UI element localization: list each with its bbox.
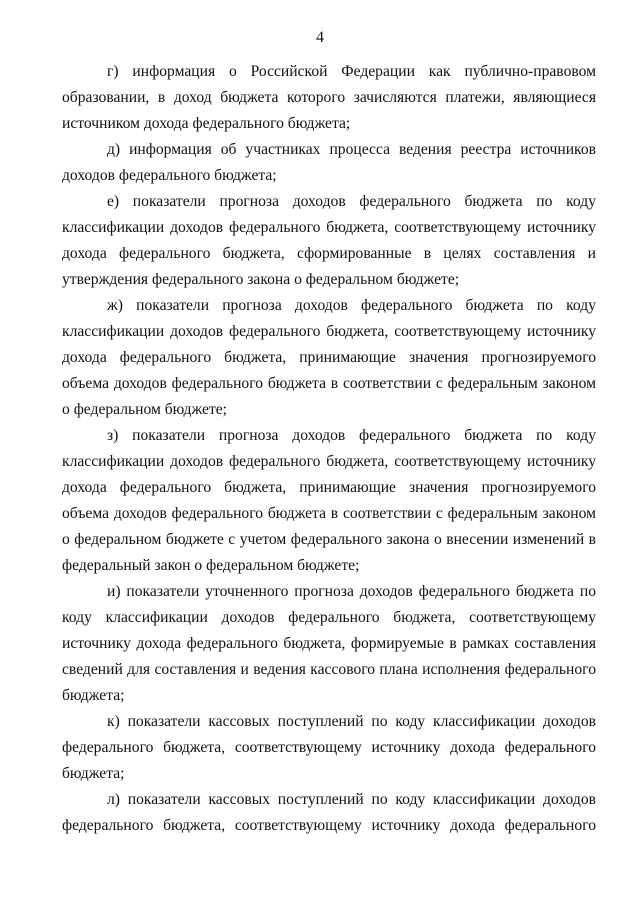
paragraph-g: г) информация о Российской Федерации как публично-правовом образовании, в доход бюджета которого зачисляются платежи, являющиеся источником дохода федерального бюджета; [62, 63, 596, 132]
page-number: 4 [316, 29, 324, 46]
paragraph-e: е) показатели прогноза доходов федерального бюджета по коду классификации доходов федерального бюджета, соответствующему источнику дохода федерального бюджета, сформированные в целях составления и утверждения федерального закона о федеральном бюджете; [62, 193, 596, 288]
paragraph-i: и) показатели уточненного прогноза доходов федерального бюджета по коду классификации доходов федерального бюджета, соответствующему источнику дохода федерального бюджета, формируемые в рамках составления сведений для составления и ведения кассового плана исполнения федерального бюджета; [62, 583, 596, 704]
paragraph-d: д) информация об участниках процесса ведения реестра источников доходов федерального бюджета; [62, 141, 596, 184]
document-body [62, 59, 596, 839]
paragraph-z: з) показатели прогноза доходов федерального бюджета по коду классификации доходов федерального бюджета, соответствующему источнику дохода федерального бюджета, принимающие значения прогнозируемого объема доходов федерального бюджета в соответствии с федеральным законом о федеральном бюджете с учетом федерального закона о внесении изменений в федеральный закон о федеральном бюджете; [62, 427, 596, 574]
paragraph-l: л) показатели кассовых поступлений по коду классификации доходов федерального бюджета, соответствующему источнику дохода федерального [62, 791, 596, 834]
paragraph-k: к) показатели кассовых поступлений по коду классификации доходов федерального бюджета, соответствующему источнику дохода федерального бюджета; [62, 713, 596, 782]
paragraph-zh: ж) показатели прогноза доходов федерального бюджета по коду классификации доходов федерального бюджета, соответствующему источнику дохода федерального бюджета, принимающие значения прогнозируемого объема доходов федерального бюджета в соответствии с федеральным законом о федеральном бюджете; [62, 297, 596, 418]
